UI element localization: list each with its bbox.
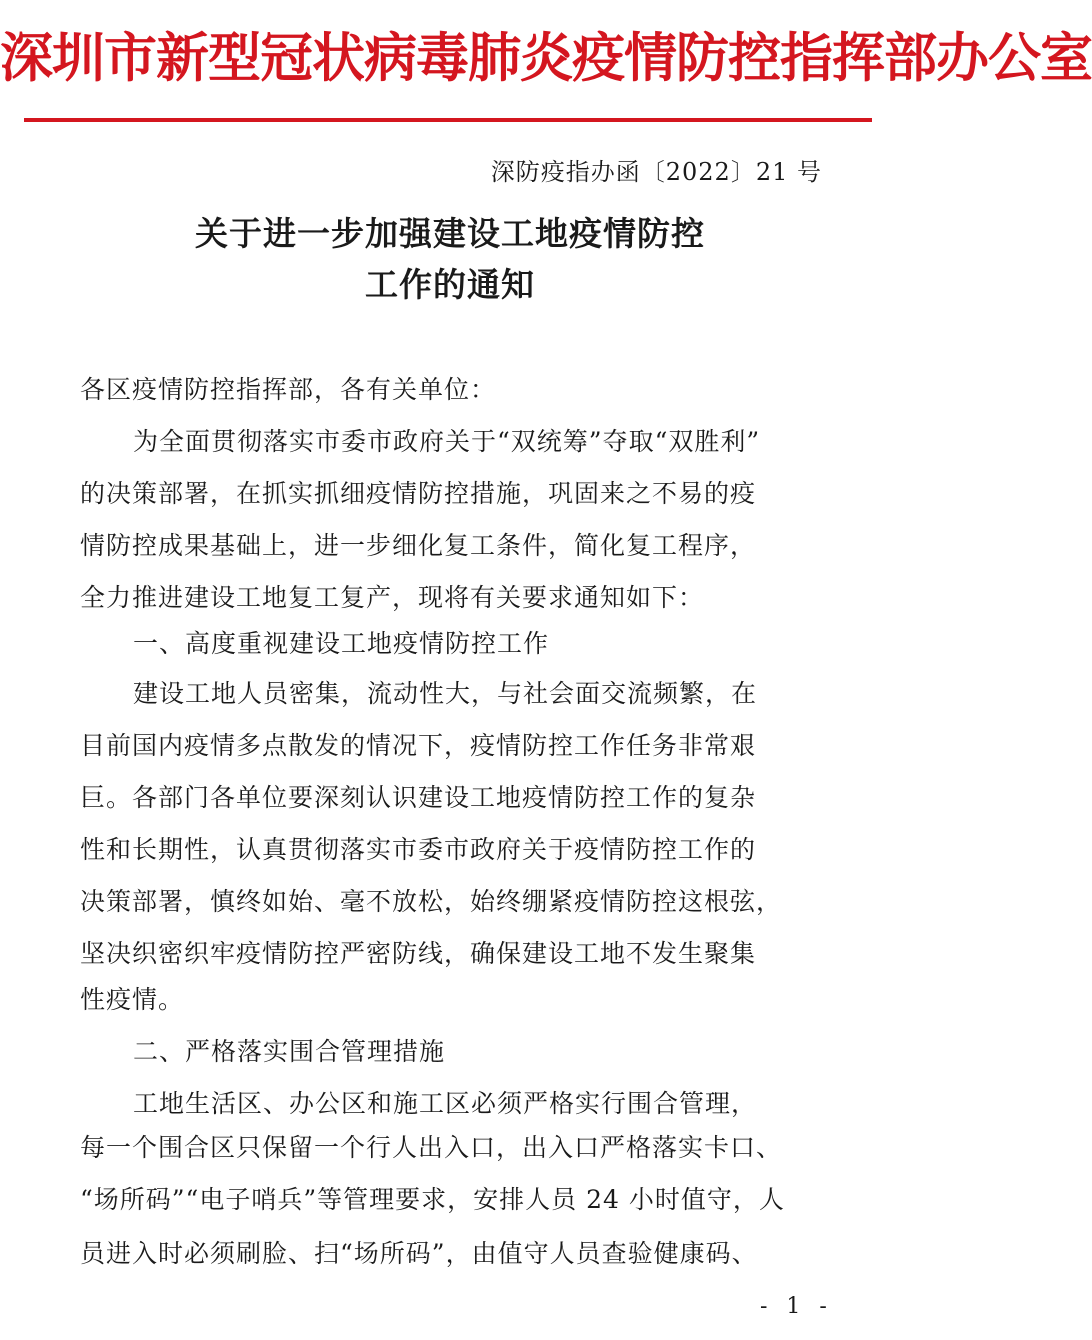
document-title-line-1: 关于进一步加强建设工地疫情防控 (195, 214, 705, 253)
section-1-line: 建设工地人员密集，流动性大，与社会面交流频繁，在 (133, 679, 758, 708)
section-1-line: 坚决织密织牢疫情防控严密防线，确保建设工地不发生聚集 (80, 939, 757, 968)
intro-line: 为全面贯彻落实市委市政府关于“双统筹”夺取“双胜利” (133, 427, 761, 456)
document-title-line-2: 工作的通知 (365, 265, 535, 304)
section-1-line: 性疫情。 (80, 985, 185, 1014)
section-1-line: 目前国内疫情多点散发的情况下，疫情防控工作任务非常艰 (80, 731, 757, 760)
section-2-line: 工地生活区、办公区和施工区必须严格实行围合管理， (133, 1089, 758, 1118)
salutation: 各区疫情防控指挥部，各有关单位： (80, 375, 497, 404)
section-1-line: 巨。各部门各单位要深刻认识建设工地疫情防控工作的复杂 (80, 783, 757, 812)
section-1-heading: 一、高度重视建设工地疫情防控工作 (133, 629, 550, 658)
intro-line: 全力推进建设工地复工复产，现将有关要求通知如下： (80, 583, 705, 612)
document-number: 深防疫指办函〔2022〕21 号 (490, 158, 822, 186)
red-divider-line (24, 118, 872, 122)
section-1-line: 决策部署，慎终如始、毫不放松，始终绷紧疫情防控这根弦， (80, 887, 783, 916)
issuing-office-header: 深圳市新型冠状病毒肺炎疫情防控指挥部办公室 (0, 27, 1092, 89)
page-number: - 1 - (760, 1294, 833, 1319)
intro-line: 的决策部署，在抓实抓细疫情防控措施，巩固来之不易的疫 (80, 479, 757, 508)
section-2-line: “场所码”“电子哨兵”等管理要求，安排人员 24 小时值守，人 (80, 1185, 785, 1214)
intro-line: 情防控成果基础上，进一步细化复工条件，简化复工程序， (80, 531, 757, 560)
section-2-heading: 二、严格落实围合管理措施 (133, 1037, 446, 1066)
section-1-line: 性和长期性，认真贯彻落实市委市政府关于疫情防控工作的 (80, 835, 757, 864)
section-2-line: 员进入时必须刷脸、扫“场所码”，由值守人员查验健康码、 (80, 1239, 758, 1268)
section-2-line: 每一个围合区只保留一个行人出入口，出入口严格落实卡口、 (80, 1133, 783, 1162)
